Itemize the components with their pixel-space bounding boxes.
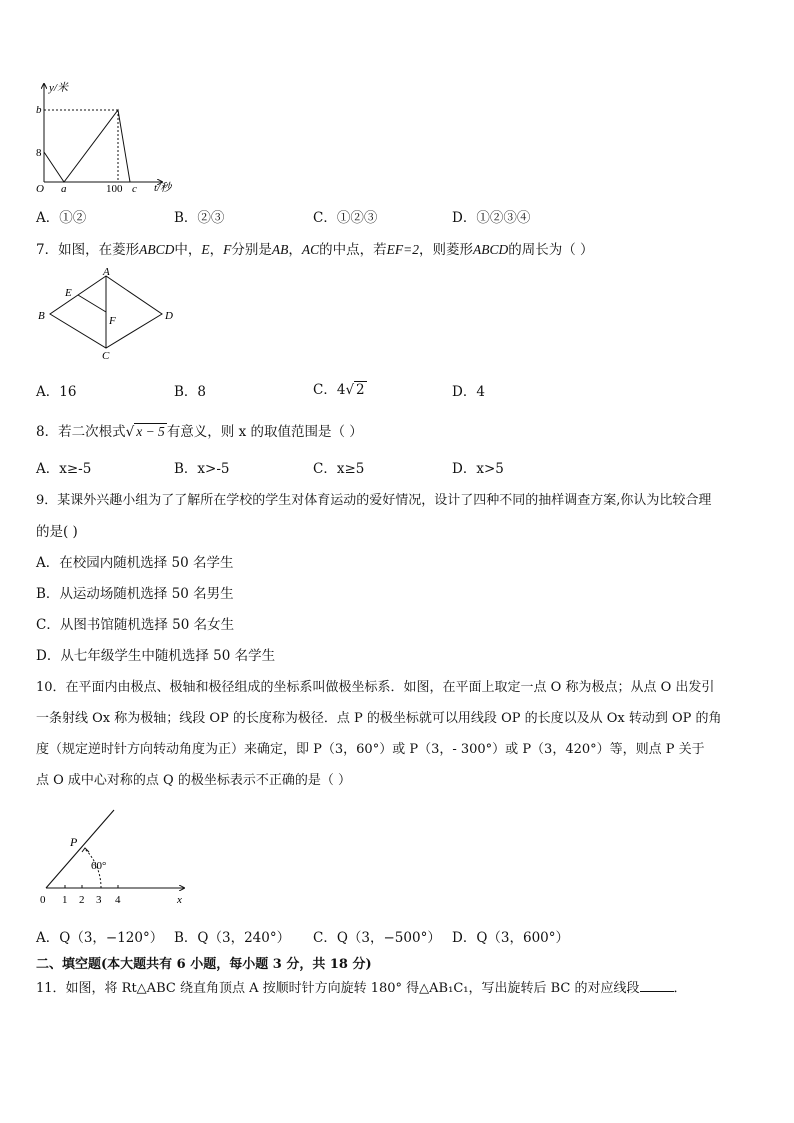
q9-option-a[interactable]: A．在校园内随机选择 50 名学生 <box>36 555 234 571</box>
section-2-title: 二、填空题(本大题共有 6 小题，每小题 3 分，共 18 分) <box>36 957 372 972</box>
tick-3-label: 3 <box>96 894 102 906</box>
vertex-b-label: B <box>38 310 45 322</box>
q11-stem: 11．如图，将 Rt△ABC 绕直角顶点 A 按顺时针方向旋转 180° 得△AB₁C₁，写出旋转后 BC 的对应线段 ． <box>36 981 687 996</box>
vertex-d-label: D <box>165 310 173 322</box>
q9-option-b[interactable]: B．从运动场随机选择 50 名男生 <box>36 586 234 602</box>
q10-stem-line4: 点 O 成中心对称的点 Q 的极坐标表示不正确的是（ ） <box>36 773 351 788</box>
tick-c-label: c <box>132 183 137 195</box>
axis-x-label: x <box>177 894 182 906</box>
q6-option-b[interactable]: B．②③ <box>174 210 225 226</box>
point-p-label: P <box>70 835 78 849</box>
q7-option-a[interactable]: A．16 <box>36 384 77 400</box>
point-e-label: E <box>65 287 72 299</box>
q10-polar-figure <box>34 808 204 908</box>
tick-4-label: 4 <box>115 894 121 906</box>
q9-stem-line2: 的是( ) <box>36 524 78 540</box>
segment-ef <box>78 295 106 312</box>
q10-option-a[interactable]: A．Q（3，−120°） <box>36 930 164 946</box>
q6-option-c[interactable]: C．①②③ <box>313 210 378 226</box>
tick-2-label: 2 <box>79 894 85 906</box>
q9-stem-line1: 9．某课外兴趣小组为了了解所在学校的学生对体育运动的爱好情况，设计了四种不同的抽样调查方案,你认为比较合理 <box>36 493 712 508</box>
q6-graph-figure <box>30 78 180 196</box>
tick-b-label: b <box>36 104 42 116</box>
q7-rhombus-figure <box>34 266 184 362</box>
q10-stem-line1: 10．在平面内由极点、极轴和极径组成的坐标系叫做极坐标系．如图，在平面上取定一点 O 称为极点；从点 O 出发引 <box>36 680 715 695</box>
q6-option-a[interactable]: A．①② <box>36 210 87 226</box>
q10-stem-line3: 度（规定逆时针方向转动角度为正）来确定，即 P（3，60°）或 P（3，- 300°）或 P（3，420°）等，则点 P 关于 <box>36 742 705 757</box>
q8-option-b[interactable]: B．x>-5 <box>174 461 230 477</box>
q7-stem: 7．如图，在菱形ABCD中，E，F分别是AB，AC的中点，若EF=2，则菱形ABCD的周长为（ ） <box>36 242 594 258</box>
q8-option-a[interactable]: A．x≥-5 <box>36 461 92 477</box>
q7-option-c[interactable]: C．4√ 2 <box>313 382 365 398</box>
q8-option-c[interactable]: C．x≥5 <box>313 461 365 477</box>
angle-arc-arrow <box>82 848 89 852</box>
tick-a-label: a <box>61 183 67 195</box>
y-axis-label: y/米 <box>49 82 68 94</box>
point-f-label: F <box>109 315 116 327</box>
tick-0-label: 0 <box>40 894 46 906</box>
answer-blank[interactable] <box>640 979 674 992</box>
origin-label: O <box>36 183 44 195</box>
sqrt-symbol: √ 2 <box>345 382 365 398</box>
ray-op <box>46 810 114 888</box>
tick-100-label: 100 <box>106 183 123 195</box>
q7-option-b[interactable]: B．8 <box>174 384 207 400</box>
tick-1-label: 1 <box>62 894 68 906</box>
q7-option-d[interactable]: D．4 <box>452 384 485 400</box>
q10-option-c[interactable]: C．Q（3，−500°） <box>313 930 441 946</box>
vertex-c-label: C <box>102 350 110 362</box>
graph-line <box>44 110 130 182</box>
sqrt-symbol: √ x − 5 <box>125 424 165 440</box>
q6-option-d[interactable]: D．①②③④ <box>452 210 531 226</box>
q9-option-c[interactable]: C．从图书馆随机选择 50 名女生 <box>36 617 235 633</box>
q9-option-d[interactable]: D．从七年级学生中随机选择 50 名学生 <box>36 648 276 664</box>
q10-option-b[interactable]: B．Q（3，240°） <box>174 930 291 946</box>
tick-8-label: 8 <box>36 147 42 159</box>
x-axis-label: t/秒 <box>154 182 172 194</box>
q10-option-d[interactable]: D．Q（3，600°） <box>452 930 569 946</box>
vertex-a-label: A <box>103 266 110 278</box>
q8-stem: 8．若二次根式√ x − 5 有意义，则 x 的取值范围是（ ） <box>36 424 363 440</box>
angle-60-label: 60° <box>91 860 107 872</box>
q8-option-d[interactable]: D．x>5 <box>452 461 504 477</box>
q10-stem-line2: 一条射线 Ox 称为极轴；线段 OP 的长度称为极径．点 P 的极坐标就可以用线段 OP 的长度以及从 Ox 转动到 OP 的角 <box>36 711 722 726</box>
